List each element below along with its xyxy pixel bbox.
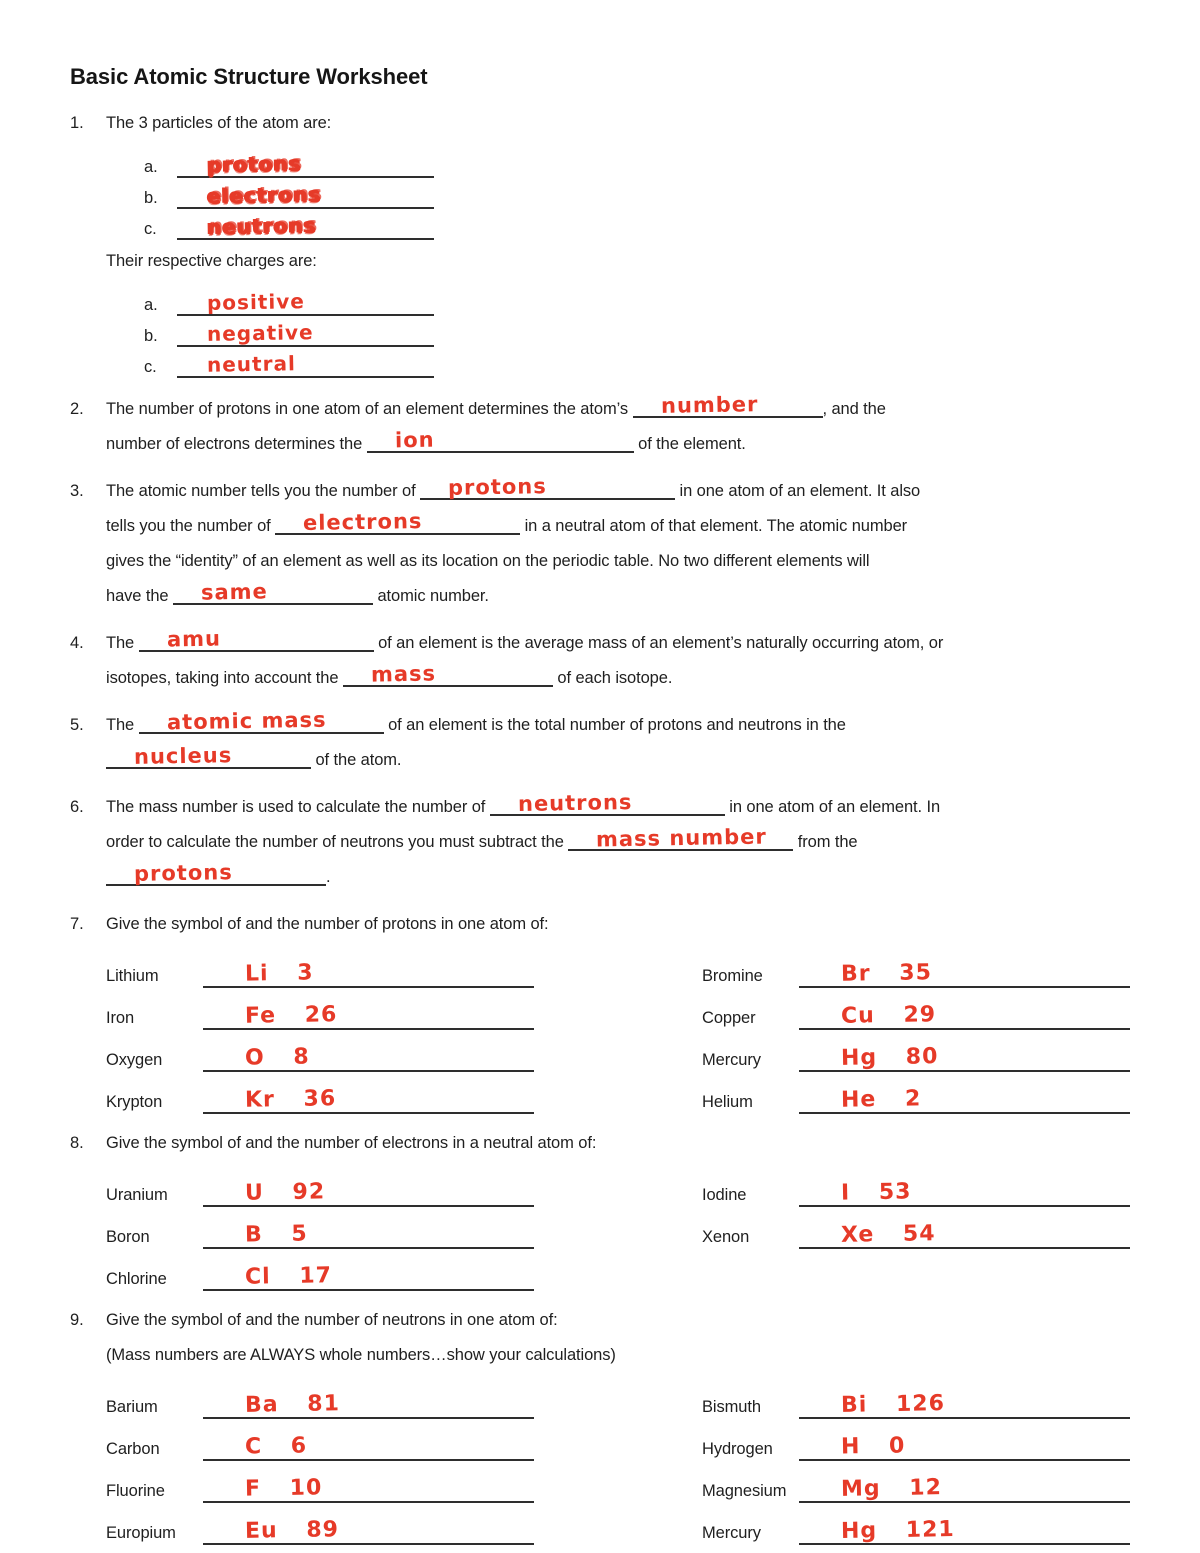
element-label: Magnesium <box>702 1482 787 1500</box>
handwritten-answer: atomic mass <box>166 707 327 735</box>
charges-heading: Their respective charges are: <box>106 252 317 270</box>
handwritten-answer: protons <box>133 860 233 886</box>
handwritten-answer: Hg 121 <box>840 1517 955 1544</box>
text-segment: have the <box>106 587 169 605</box>
question-9 <box>70 1303 1130 1545</box>
handwritten-answer: Fe 26 <box>244 1002 338 1029</box>
text-segment: of an element is the total number of protons and neutrons in the <box>388 716 846 734</box>
answer-blank <box>177 320 434 347</box>
list-item <box>144 209 1130 240</box>
element-row <box>106 1419 534 1461</box>
handwritten-answer: amu <box>166 626 221 652</box>
question-3-text <box>106 474 1130 614</box>
answer-blank <box>799 1221 1130 1249</box>
question-7-number: 7. <box>70 915 84 933</box>
answer-blank <box>203 1179 534 1207</box>
answer-blank <box>367 427 634 453</box>
answer-blank <box>106 743 311 769</box>
text-segment: tells you the number of <box>106 517 271 535</box>
answer-blank <box>799 960 1130 988</box>
answer-blank <box>203 1086 534 1114</box>
text-segment: , and the <box>822 400 886 418</box>
question-2-number: 2. <box>70 400 84 418</box>
list-item <box>144 285 1130 316</box>
element-grid <box>106 1165 1130 1291</box>
element-row <box>106 1030 534 1072</box>
element-row <box>702 1419 1130 1461</box>
element-label: Hydrogen <box>702 1440 773 1458</box>
list-item <box>144 147 1130 178</box>
answer-blank <box>633 392 823 418</box>
handwritten-answer: protons <box>206 151 302 177</box>
element-label: Bromine <box>702 967 763 985</box>
answer-blank <box>177 151 434 178</box>
element-label: Oxygen <box>106 1051 163 1069</box>
answer-blank <box>203 1002 534 1030</box>
answer-blank <box>490 790 725 816</box>
handwritten-answer: Li 3 <box>244 960 314 987</box>
answer-blank <box>203 960 534 988</box>
element-row <box>106 988 534 1030</box>
handwritten-answer: electrons <box>302 508 423 536</box>
question-1-text: The 3 particles of the atom are: <box>106 114 332 132</box>
answer-blank <box>139 626 374 652</box>
element-grid <box>106 1377 1130 1545</box>
handwritten-answer: Ba 81 <box>244 1391 341 1418</box>
element-row <box>702 1165 1130 1207</box>
element-row <box>702 1503 1130 1545</box>
question-9-text: Give the symbol of and the number of neutrons in one atom of: <box>106 1311 558 1329</box>
element-row <box>702 1072 1130 1114</box>
handwritten-answer: ion <box>394 427 435 453</box>
answer-blank <box>177 289 434 316</box>
question-1-number: 1. <box>70 114 84 132</box>
question-1 <box>70 106 1130 380</box>
answer-blank <box>799 1044 1130 1072</box>
handwritten-answer: neutrons <box>517 790 633 816</box>
element-label: Lithium <box>106 967 159 985</box>
question-8 <box>70 1126 1130 1291</box>
element-label: Xenon <box>702 1228 750 1246</box>
element-row <box>702 946 1130 988</box>
answer-blank <box>203 1391 534 1419</box>
item-letter: a. <box>144 296 158 314</box>
question-3-number: 3. <box>70 482 84 500</box>
element-label: Uranium <box>106 1186 168 1204</box>
handwritten-answer: mass <box>370 661 437 687</box>
list-item <box>144 347 1130 378</box>
answer-blank <box>177 213 434 240</box>
element-row <box>702 1377 1130 1419</box>
answer-blank <box>799 1475 1130 1503</box>
text-segment: of an element is the average mass of an element’s naturally occurring atom, or <box>378 634 944 652</box>
element-row <box>106 1503 534 1545</box>
answer-blank <box>203 1433 534 1461</box>
element-row <box>702 1030 1130 1072</box>
handwritten-answer: H 0 <box>840 1433 906 1460</box>
handwritten-answer: neutrons <box>206 213 317 239</box>
question-4-text <box>106 626 1130 696</box>
element-label: Barium <box>106 1398 158 1416</box>
element-label: Mercury <box>702 1524 761 1542</box>
element-row <box>106 946 534 988</box>
item-letter: b. <box>144 189 158 207</box>
handwritten-answer: B 5 <box>244 1221 308 1248</box>
answer-blank <box>203 1263 534 1291</box>
question-2 <box>70 392 1130 462</box>
handwritten-answer: protons <box>447 474 547 500</box>
text-segment: in a neutral atom of that element. The atomic number <box>524 517 908 535</box>
question-5-text <box>106 708 1130 778</box>
text-segment: gives the “identity” of an element as well as its location on the periodic table. No two different elements will <box>106 552 870 570</box>
text-segment: The mass number is used to calculate the number of <box>106 798 486 816</box>
element-label: Fluorine <box>106 1482 165 1500</box>
text-segment: . <box>326 868 331 886</box>
element-label: Carbon <box>106 1440 160 1458</box>
element-row <box>702 988 1130 1030</box>
list-item <box>144 178 1130 209</box>
text-segment: order to calculate the number of neutrons you must subtract the <box>106 833 564 851</box>
text-segment: atomic number. <box>377 587 489 605</box>
text-segment: from the <box>797 833 858 851</box>
element-row <box>106 1461 534 1503</box>
question-9-note: (Mass numbers are ALWAYS whole numbers…show your calculations) <box>106 1346 616 1364</box>
text-segment: number of electrons determines the <box>106 435 363 453</box>
element-label: Europium <box>106 1524 176 1542</box>
answer-blank <box>139 707 384 735</box>
element-row <box>106 1377 534 1419</box>
element-label: Mercury <box>702 1051 761 1069</box>
element-label: Copper <box>702 1009 756 1027</box>
item-letter: c. <box>144 358 157 376</box>
text-segment: isotopes, taking into account the <box>106 669 339 687</box>
question-6-text <box>106 790 1130 895</box>
answer-blank <box>799 1433 1130 1461</box>
handwritten-answer: O 8 <box>244 1044 310 1071</box>
text-segment: of the element. <box>638 435 746 453</box>
handwritten-answer: positive <box>206 289 306 315</box>
item-letter: a. <box>144 158 158 176</box>
element-grid <box>106 946 1130 1114</box>
handwritten-answer: He 2 <box>840 1086 922 1113</box>
handwritten-answer: U 92 <box>244 1179 326 1206</box>
answer-blank <box>173 579 373 605</box>
handwritten-answer: Cl 17 <box>244 1263 333 1290</box>
element-row <box>106 1207 534 1249</box>
question-4-number: 4. <box>70 634 84 652</box>
element-label: Iodine <box>702 1186 747 1204</box>
answer-blank <box>203 1221 534 1249</box>
text-segment: The number of protons in one atom of an element determines the atom’s <box>106 400 629 418</box>
question-8-text: Give the symbol of and the number of electrons in a neutral atom of: <box>106 1134 597 1152</box>
handwritten-answer: C 6 <box>244 1433 308 1460</box>
element-label: Helium <box>702 1093 753 1111</box>
handwritten-answer: number <box>660 392 759 418</box>
element-row <box>106 1165 534 1207</box>
answer-blank <box>799 1086 1130 1114</box>
answer-blank <box>106 860 326 886</box>
element-label: Bismuth <box>702 1398 761 1416</box>
text-segment: of the atom. <box>315 751 402 769</box>
answer-blank <box>275 508 520 536</box>
handwritten-answer: electrons <box>206 182 322 208</box>
item-letter: c. <box>144 220 157 238</box>
handwritten-answer: Hg 80 <box>840 1044 939 1071</box>
question-2-text <box>106 392 1130 462</box>
element-label: Iron <box>106 1009 135 1027</box>
handwritten-answer: I 53 <box>840 1179 912 1206</box>
text-segment: in one atom of an element. It also <box>679 482 921 500</box>
question-3 <box>70 474 1130 614</box>
text-segment: The atomic number tells you the number of <box>106 482 416 500</box>
handwritten-answer: Br 35 <box>840 960 933 987</box>
question-7-text: Give the symbol of and the number of protons in one atom of: <box>106 915 549 933</box>
element-row <box>702 1461 1130 1503</box>
handwritten-answer: Cu 29 <box>840 1002 937 1029</box>
handwritten-answer: Bi 126 <box>840 1391 946 1418</box>
handwritten-answer: Mg 12 <box>840 1475 943 1502</box>
answer-blank <box>799 1179 1130 1207</box>
question-7 <box>70 907 1130 1114</box>
handwritten-answer: same <box>200 579 268 605</box>
question-9-number: 9. <box>70 1311 84 1329</box>
handwritten-answer: Eu 89 <box>244 1517 340 1544</box>
answer-blank <box>420 474 675 500</box>
question-5-number: 5. <box>70 716 84 734</box>
element-row <box>702 1207 1130 1249</box>
answer-blank <box>799 1002 1130 1030</box>
text-segment: The <box>106 634 135 652</box>
question-8-number: 8. <box>70 1134 84 1152</box>
handwritten-answer: mass number <box>596 824 768 852</box>
charges-list <box>144 285 1130 378</box>
element-label: Chlorine <box>106 1270 167 1288</box>
element-row <box>106 1072 534 1114</box>
particles-list <box>144 147 1130 240</box>
handwritten-answer: neutral <box>206 351 297 377</box>
question-5 <box>70 708 1130 778</box>
handwritten-answer: negative <box>206 320 314 346</box>
handwritten-answer: Xe 54 <box>840 1221 936 1248</box>
text-segment: of each isotope. <box>557 669 673 687</box>
answer-blank <box>343 661 553 687</box>
element-label: Krypton <box>106 1093 163 1111</box>
element-row-empty <box>702 1249 1130 1291</box>
answer-blank <box>799 1517 1130 1545</box>
answer-blank <box>203 1044 534 1072</box>
answer-blank <box>203 1475 534 1503</box>
answer-blank <box>177 182 434 209</box>
handwritten-answer: Kr 36 <box>244 1086 337 1113</box>
item-letter: b. <box>144 327 158 345</box>
answer-blank <box>177 351 434 378</box>
handwritten-answer: F 10 <box>244 1475 323 1502</box>
answer-blank <box>203 1517 534 1545</box>
answer-blank <box>799 1391 1130 1419</box>
question-6 <box>70 790 1130 895</box>
element-row <box>106 1249 534 1291</box>
page-title: Basic Atomic Structure Worksheet <box>70 64 428 89</box>
answer-blank <box>568 824 793 852</box>
text-segment: in one atom of an element. In <box>729 798 941 816</box>
element-label: Boron <box>106 1228 150 1246</box>
text-segment: The <box>106 716 135 734</box>
handwritten-answer: nucleus <box>133 743 233 769</box>
question-4 <box>70 626 1130 696</box>
question-6-number: 6. <box>70 798 84 816</box>
list-item <box>144 316 1130 347</box>
